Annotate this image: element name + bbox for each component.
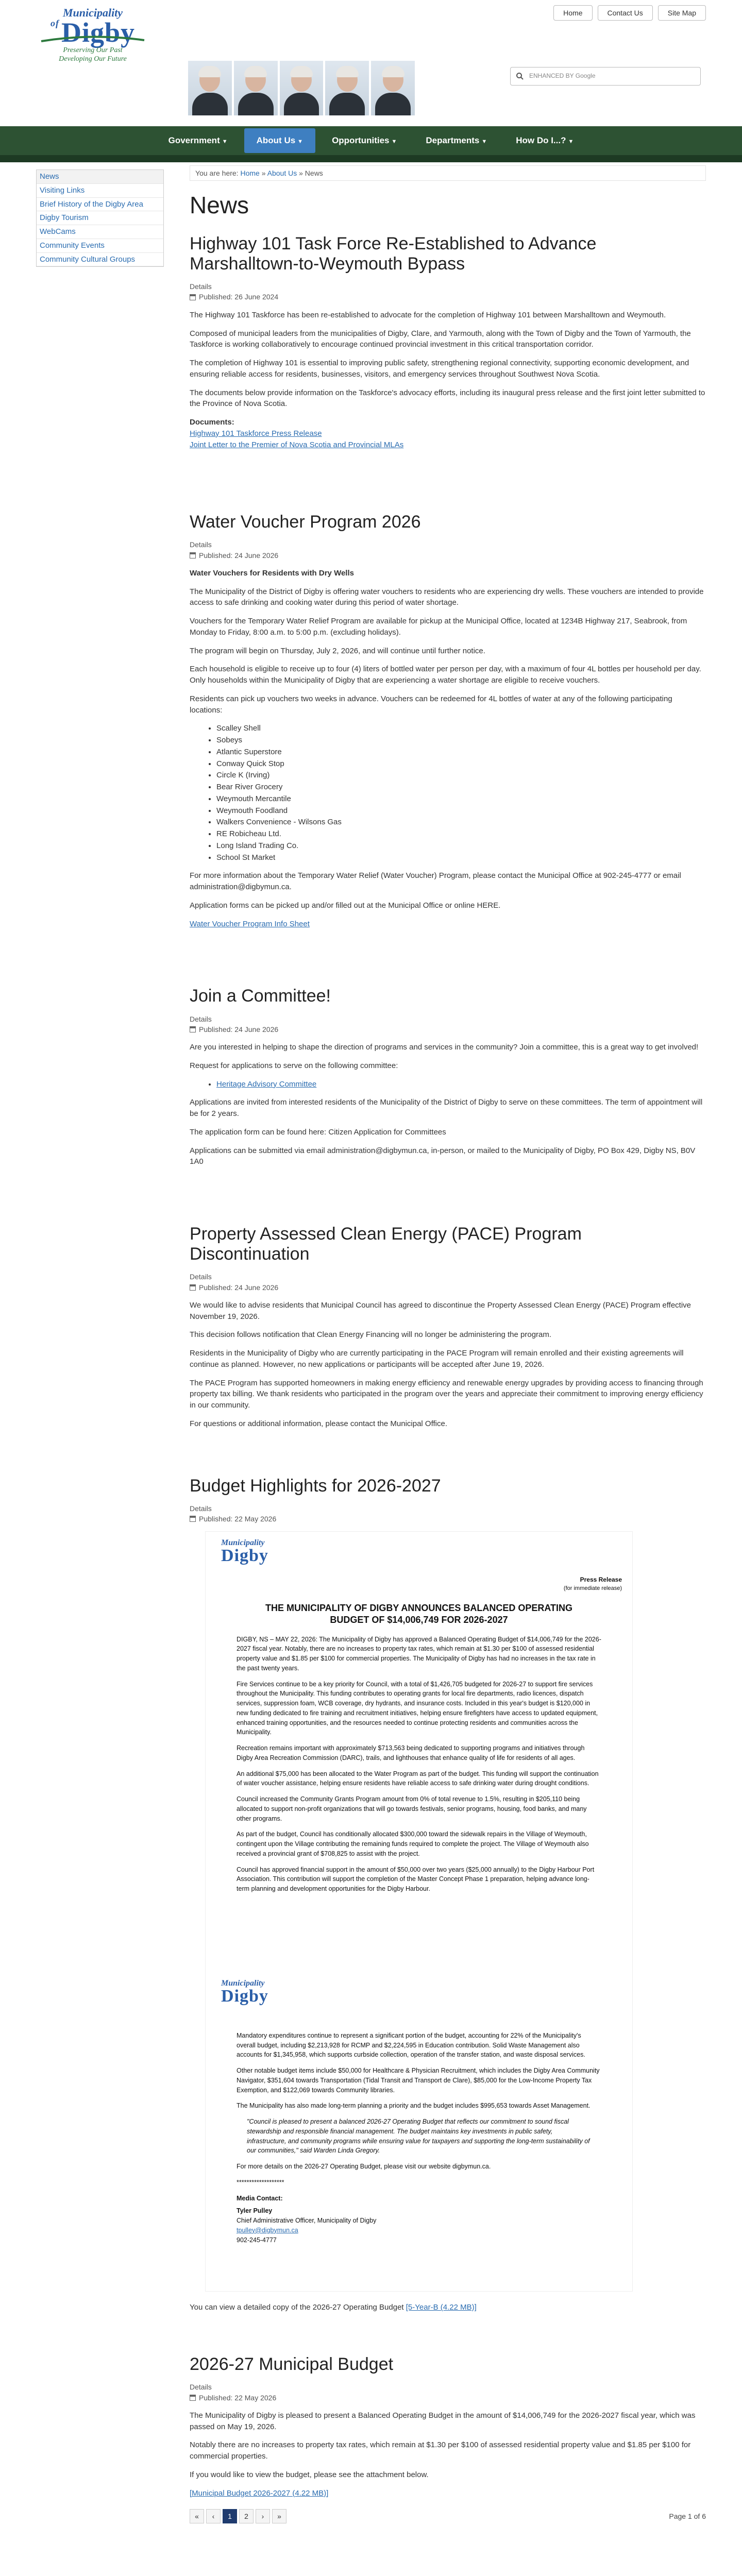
article-paragraph: The PACE Program has supported homeowners in making energy efficiency and renewable energy upgrades by providing access to financing through property tax billing. We thank residents who participated in the program over the years and appreciate their commitment to improving energy efficiency in our community. <box>190 1378 703 1410</box>
press-logo-municipality: Municipality <box>221 1978 265 1988</box>
article-title: Join a Committee! <box>190 986 331 1006</box>
article-published <box>190 550 706 561</box>
budget-view-text: You can view a detailed copy of the 2026-27 Operating Budget <box>190 2303 404 2312</box>
page-prev-button[interactable]: ‹ <box>206 2509 221 2523</box>
article-paragraph: Composed of municipal leaders from the municipalities of Digby, Clare, and Yarmouth, along with the Town of Digby and the Town of Yarmouth, the Taskforce is working collaboratively to encourage continued provincial investment in this critical transportation corridor. <box>190 329 691 349</box>
article-paragraph: Applications can be submitted via email administration@digbymun.ca, in-person, or mailed to the Municipality of Digby, PO Box 429, Digby NS, B0V 1A0 <box>190 1146 696 1166</box>
sidebar-item-visiting-links[interactable] <box>37 184 163 198</box>
calendar-icon <box>190 2395 196 2401</box>
article-details: Details <box>190 1014 212 1023</box>
press-paragraph: For more details on the 2026-27 Operating Budget, please visit our website digbymun.ca. <box>237 2163 491 2171</box>
sidebar-item-history[interactable] <box>37 198 163 212</box>
sidebar-item-label[interactable]: Brief History of the Digby Area <box>40 199 143 209</box>
pagination-buttons <box>190 2509 286 2523</box>
published-date: Published: 24 June 2026 <box>199 1025 279 1033</box>
content-wrap <box>36 162 706 2554</box>
article-paragraph: Each household is eligible to receive up to four (4) liters of bottled water per person per day, with a maximum of four 4L bottles per household per day. Only households within the Municipality of Digby that are experiencing a water shortage are eligible to receive vouchers. <box>190 665 701 685</box>
breadcrumb-about[interactable]: About Us <box>267 169 297 177</box>
press-logo <box>221 1539 622 1575</box>
list-item: • Weymouth Mercantile <box>216 793 706 805</box>
list-item: • RE Robicheau Ltd. <box>216 828 706 840</box>
article-title: Highway 101 Task Force Re-Established to Advance Marshalltown-to-Weymouth Bypass <box>190 233 597 274</box>
press-heading: THE MUNICIPALITY OF DIGBY ANNOUNCES BALANCED OPERATING BUDGET OF $14,006,749 FOR 2026-2027 <box>265 1602 573 1625</box>
article-highway-101 <box>190 234 706 450</box>
chevron-down-icon: ▼ <box>222 138 228 145</box>
article-water-voucher <box>190 512 706 929</box>
article-paragraph: For questions or additional information, please contact the Municipal Office. <box>190 1419 448 1428</box>
info-sheet-link[interactable]: Water Voucher Program Info Sheet <box>190 919 310 928</box>
list-item: • Bear River Grocery <box>216 782 706 793</box>
municipal-budget-pdf-link[interactable]: [Municipal Budget 2026-2027 (4.22 MB)] <box>190 2488 329 2498</box>
logo-tagline-1: Preserving Our Past <box>63 46 123 54</box>
sidebar-item-cultural-groups[interactable] <box>37 253 163 267</box>
chevron-down-icon: ▼ <box>568 138 574 145</box>
search-placeholder: ENHANCED BY Google <box>529 72 596 80</box>
press-paragraph: Recreation remains important with approximately $713,563 being dedicated to supporting programs and initiatives through Digby Area Recreation Commission (DARC), trails, and lighthouses that enhance quality of life for residents of all ages. <box>237 1744 585 1761</box>
list-item: • Circle K (Irving) <box>216 770 706 781</box>
article-intro: Water Vouchers for Residents with Dry Wells <box>190 568 354 578</box>
logo-tagline-2: Developing Our Future <box>59 55 127 63</box>
article-paragraph: The Municipality of Digby is pleased to present a Balanced Operating Budget in the amount of $14,006,749 for the 2026-2027 fiscal year, which was passed on May 19, 2026. <box>190 2411 696 2431</box>
press-page-break <box>216 1900 622 1977</box>
nav-about-us[interactable] <box>244 128 315 154</box>
nav-about-us-label: About Us <box>256 135 296 145</box>
article-published <box>190 1024 706 1035</box>
council-member-4 <box>325 61 369 115</box>
site-header <box>0 0 742 126</box>
sidebar-item-label[interactable]: Community Cultural Groups <box>40 255 136 264</box>
article-paragraph: The program will begin on Thursday, July 2, 2026, and will continue until further notice. <box>190 646 485 655</box>
article-paragraph <box>190 2302 706 2313</box>
sidebar-item-news[interactable] <box>37 170 163 184</box>
article-paragraph: The application form can be found here: Citizen Application for Committees <box>190 1127 446 1137</box>
nav-government[interactable] <box>156 128 240 154</box>
sidebar-list <box>36 170 164 267</box>
press-paragraph: Council increased the Community Grants Program amount from 0% of total revenue to 1.5%, resulting in $205,110 being allocated to support non-profit organizations that will go towards festivals, senior programs, housing, food banks, and many other programs. <box>237 1795 587 1822</box>
main-content <box>190 162 706 2554</box>
page-last-button[interactable]: » <box>272 2509 286 2523</box>
article-paragraph: Residents can pick up vouchers two weeks in advance. Vouchers can be redeemed for 4L bottles of water at any of the following participating locations: <box>190 694 672 715</box>
nav-how-do-i[interactable] <box>503 128 586 154</box>
article-published <box>190 1514 706 1524</box>
press-separator: ******************* <box>237 2178 284 2186</box>
sidebar-item-tourism[interactable] <box>37 211 163 225</box>
doc-link-joint-letter[interactable]: Joint Letter to the Premier of Nova Scotia and Provincial MLAs <box>190 440 404 449</box>
article-pace-program <box>190 1224 706 1430</box>
utility-nav <box>553 5 706 21</box>
press-paragraph: Council has approved financial support in the amount of $50,000 over two years ($25,000 annually) to the Digby Harbour Port Association. This contribution will support the completion of the Master Concept Phase 1 preparation, helping advance long-term planning and development opportunities for the Digby Harbour. <box>237 1866 595 1893</box>
article-paragraph: The documents below provide information on the Taskforce's advocacy efforts, including its inaugural press release and the first joint letter submitted to the Province of Nova Scotia. <box>190 388 705 409</box>
doc-link-press-release[interactable]: Highway 101 Taskforce Press Release <box>190 429 322 438</box>
list-item: • Walkers Convenience - Wilsons Gas <box>216 817 706 828</box>
press-paragraph: As part of the budget, Council has conditionally allocated $300,000 toward the sidewalk repairs in the Village of Weymouth, contingent upon the Village contributing the remaining funds required to complete the project. The Village of Weymouth also received a provincial grant of $708,825 to assist with the project. <box>237 1831 589 1857</box>
published-date: Published: 26 June 2024 <box>199 293 279 301</box>
article-paragraph: The Highway 101 Taskforce has been re-established to advocate for the completion of Highway 101 between Marshalltown and Weymouth. <box>190 310 666 319</box>
article-details: Details <box>190 1504 212 1513</box>
logo-digby: Digby <box>61 17 136 48</box>
list-item: • Atlantic Superstore <box>216 747 706 758</box>
council-member-3 <box>280 61 324 115</box>
press-logo-name: Digby <box>221 1546 268 1566</box>
press-contact-role: Chief Administrative Officer, Municipality of Digby <box>237 2217 377 2225</box>
article-title: Property Assessed Clean Energy (PACE) Program Discontinuation <box>190 1224 582 1264</box>
documents-label: Documents: <box>190 418 234 427</box>
press-paragraph: The Municipality has also made long-term planning a priority and the budget includes $995,653 towards Asset Management. <box>237 2102 591 2110</box>
article-paragraph: Applications are invited from interested residents of the Municipality of the District of Digby to serve on these committees. The term of appointment will be for 2 years. <box>190 1098 703 1118</box>
pagination <box>190 2509 706 2523</box>
sidebar-item-webcams[interactable] <box>37 225 163 239</box>
nav-government-label: Government <box>168 135 220 145</box>
published-date: Published: 22 May 2026 <box>199 1515 277 1523</box>
util-contact-link[interactable]: Contact Us <box>598 5 653 21</box>
page-next-button[interactable]: › <box>256 2509 270 2523</box>
article-details: Details <box>190 2383 212 2392</box>
nav-opportunities-label: Opportunities <box>332 135 390 145</box>
press-contact-email: tpulley@digbymun.ca <box>237 2226 298 2234</box>
breadcrumb-prefix: You are here: <box>195 169 239 177</box>
sidebar-item-label[interactable]: Digby Tourism <box>40 213 89 223</box>
list-item: • Long Island Trading Co. <box>216 840 706 852</box>
article-municipal-budget <box>190 2354 706 2499</box>
council-photo <box>188 61 415 115</box>
council-member-1 <box>188 61 232 115</box>
article-paragraph: Request for applications to serve on the following committee: <box>190 1061 398 1070</box>
heritage-committee-link[interactable]: Heritage Advisory Committee <box>216 1079 317 1089</box>
article-details: Details <box>190 1273 212 1281</box>
article-paragraph: Vouchers for the Temporary Water Relief Program are available for pickup at the Municipal Office, located at 1234B Highway 217, Seabrook, from Monday to Friday, 8:00 a.m. to 5:00 p.m. (excluding holidays). <box>190 617 687 637</box>
article-details: Details <box>190 540 212 549</box>
council-member-5 <box>371 61 415 115</box>
article-published <box>190 2393 706 2403</box>
sidebar-item-label[interactable]: News <box>40 172 59 181</box>
chevron-down-icon: ▼ <box>391 138 397 145</box>
published-date: Published: 24 June 2026 <box>199 551 279 560</box>
breadcrumb: You are here: Home » About Us » News <box>190 165 706 181</box>
article-join-committee <box>190 986 706 1167</box>
article-paragraph: Application forms can be picked up and/or filled out at the Municipal Office or online HERE. <box>190 901 501 910</box>
article-title: Water Voucher Program 2026 <box>190 512 421 532</box>
council-member-2 <box>234 61 278 115</box>
nav-departments[interactable] <box>413 128 499 154</box>
article-paragraph: The Municipality of the District of Digby is offering water vouchers to residents who are experiencing dry wells. These vouchers are intended to provide access to safe drinking and cooking water during this period of water shortage. <box>190 587 704 607</box>
page-title: News <box>190 192 249 219</box>
article-title: 2026-27 Municipal Budget <box>190 2354 394 2375</box>
util-home-link[interactable]: Home <box>553 5 592 21</box>
article-paragraph: We would like to advise residents that Municipal Council has agreed to discontinue the Property Assessed Clean Energy (PACE) Program effective November 19, 2026. <box>190 1300 692 1321</box>
press-contact-phone: 902-245-4777 <box>237 2236 277 2244</box>
breadcrumb-current: News <box>305 169 323 177</box>
page-counter: Page 1 of 6 <box>669 2512 706 2521</box>
article-paragraph: Are you interested in helping to shape the direction of programs and services in the community? Join a committee, this is a great way to get involved! <box>190 1043 699 1052</box>
page-first-button[interactable]: « <box>190 2509 204 2523</box>
search-input[interactable] <box>510 67 701 86</box>
logo-of: of <box>50 18 59 28</box>
chevron-down-icon: ▼ <box>297 138 303 145</box>
published-date: Published: 22 May 2026 <box>199 2393 277 2402</box>
article-paragraph: Notably there are no increases to property tax rates, which remain at $1.30 per $100 of assessed residential property value and $1.85 per $100 for commercial properties. <box>190 2441 691 2461</box>
list-item: • Conway Quick Stop <box>216 758 706 770</box>
press-paragraph: An additional $75,000 has been allocated to the Water Program as part of the budget. This funding will support the continuation of water voucher assistance, helping ensure residents have reliable access to safe drinking water during drought conditions. <box>237 1770 599 1787</box>
main-nav <box>0 126 742 162</box>
committee-list <box>216 1079 706 1090</box>
press-logo <box>221 1979 622 2015</box>
nav-departments-label: Departments <box>426 135 480 145</box>
article-published <box>190 1282 706 1293</box>
press-contact-name: Tyler Pulley <box>237 2207 273 2215</box>
article-paragraph: This decision follows notification that Clean Energy Financing will no longer be administering the program. <box>190 1330 552 1340</box>
calendar-icon <box>190 1284 196 1291</box>
press-subtitle: (for immediate release) <box>563 1585 622 1592</box>
list-item: • School St Market <box>216 852 706 863</box>
calendar-icon <box>190 294 196 300</box>
sidebar-item-label[interactable]: Visiting Links <box>40 185 85 195</box>
budget-pdf-link[interactable]: [5-Year-B (4.22 MB)] <box>406 2303 477 2312</box>
press-paragraph: Mandatory expenditures continue to represent a significant portion of the budget, accounting for 22% of the Municipality's overall budget, including $2,213,928 for RCMP and $2,224,595 in Education contribution. Solid Waste Management also accounts for $1,345,958, which supports curbside collection, operation of the transfer station, and waste disposal services. <box>237 2031 585 2059</box>
press-paragraph: Fire Services continue to be a key priority for Council, with a total of $1,426,705 budgeted for 2026-27 to support fire services throughout the Municipality. This funding contributes to operating grants for local fire departments, radio licences, dispatch services, suppression foam, WCB coverage, dry hydrants, and insurance costs. Included in this year's budget is $120,000 in new funding dedicated to fire training and recruitment initiatives, helping ensure firefighters have access to updated equipment, enhanced training opportunities, and the resources needed to continue protecting residents and communities across the Municipality. <box>237 1680 598 1736</box>
municipality-logo[interactable] <box>36 7 149 64</box>
list-item: • Scalley Shell <box>216 723 706 734</box>
search-icon[interactable] <box>516 72 524 80</box>
locations-list <box>216 723 706 863</box>
chevron-down-icon: ▼ <box>481 138 487 145</box>
list-item: • Sobeys <box>216 735 706 746</box>
article-budget-highlights <box>190 1476 706 2313</box>
page-2-button[interactable]: 2 <box>239 2509 254 2523</box>
logo-swoosh-icon <box>36 32 149 44</box>
press-media-contact: Media Contact: <box>237 2194 283 2202</box>
breadcrumb-home[interactable]: Home <box>240 169 260 177</box>
nav-opportunities[interactable] <box>319 128 409 154</box>
sidebar-item-label[interactable]: WebCams <box>40 227 76 236</box>
press-release-image <box>205 1531 633 2292</box>
logo-municipality: Municipality <box>62 6 123 19</box>
calendar-icon <box>190 1026 196 1032</box>
press-title: Press Release <box>580 1576 622 1584</box>
page-1-button[interactable]: 1 <box>223 2509 237 2523</box>
sidebar-item-events[interactable] <box>37 239 163 253</box>
article-paragraph: Residents in the Municipality of Digby who are currently participating in the PACE Program will remain enrolled and their existing agreements will continue as planned. However, no new applications or participants will be accepted after June 19, 2026. <box>190 1349 684 1369</box>
article-paragraph: For more information about the Temporary Water Relief (Water Voucher) Program, please contact the Municipal Office at 902-245-4777 or email administration@digbymun.ca. <box>190 871 681 892</box>
calendar-icon <box>190 1516 196 1522</box>
press-paragraph: Other notable budget items include $50,000 for Healthcare & Physician Recruitment, which includes the Digby Area Community Navigator, $351,604 towards Transportation (Tidal Transit and Transport de Clare), $85,000 for the Low-Income Property Tax Exemption, and $122,069 towards Community libraries. <box>237 2067 600 2094</box>
sidebar-item-label[interactable]: Community Events <box>40 241 105 250</box>
article-details: Details <box>190 282 212 291</box>
published-date: Published: 24 June 2026 <box>199 1283 279 1292</box>
sidebar <box>36 162 164 2554</box>
press-paragraph: DIGBY, NS – MAY 22, 2026: The Municipality of Digby has approved a Balanced Operating Budget of $14,006,749 for the 2026-2027 fiscal year. Notably, there are no increases to property tax rates, which remain at $1.30 per $100 of assessed residential property value and $1.85 per $100 for commercial properties. The Municipality of Digby has had no increases in the tax rate in the past twenty years. <box>237 1635 601 1672</box>
press-quote: "Council is pleased to present a balanced 2026-27 Operating Budget that reflects our commitment to sound fiscal stewardship and responsible financial management. The budget maintains key investments in public safety, infrastructure, and community programs while ensuring value for taxpayers and supporting the long-term sustainability of our communities," said Warden Linda Gregory. <box>247 2118 590 2155</box>
list-item: • Weymouth Foodland <box>216 805 706 817</box>
calendar-icon <box>190 552 196 558</box>
press-logo-municipality: Municipality <box>221 1538 265 1548</box>
press-logo-name: Digby <box>221 1986 268 2006</box>
article-paragraph: If you would like to view the budget, please see the attachment below. <box>190 2470 429 2479</box>
nav-how-do-i-label: How Do I...? <box>516 135 566 145</box>
article-paragraph: The completion of Highway 101 is essential to improving public safety, strengthening regional connectivity, supporting economic development, and ensuring reliable access for residents, businesses, visitors, and emergency services throughout Southwest Nova Scotia. <box>190 359 689 379</box>
article-title: Budget Highlights for 2026-2027 <box>190 1476 441 1496</box>
util-sitemap-link[interactable]: Site Map <box>658 5 706 21</box>
article-published <box>190 292 706 302</box>
